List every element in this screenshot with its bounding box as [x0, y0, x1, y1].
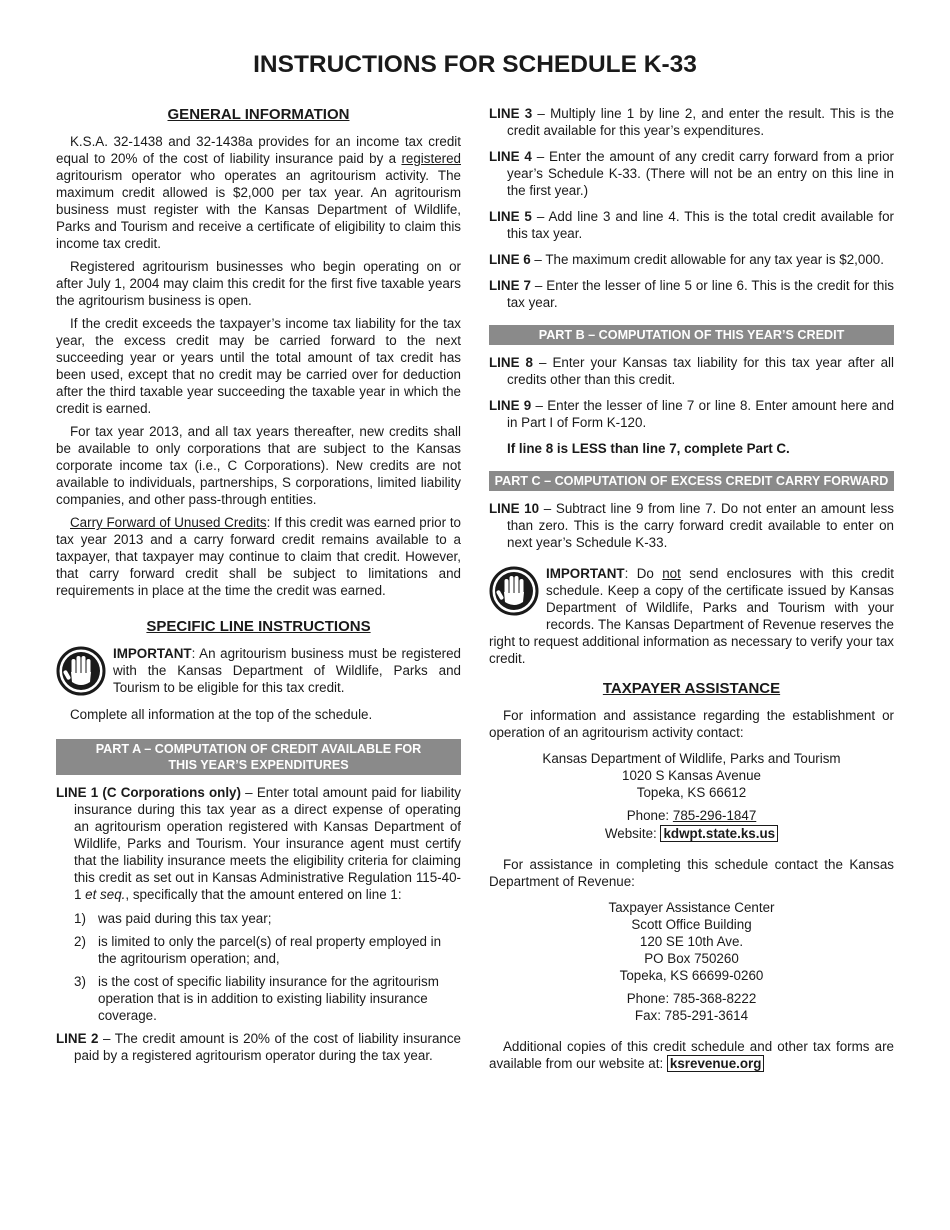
kdor-pobox: PO Box 750260 [644, 951, 739, 966]
line-5-label: LINE 5 [489, 209, 532, 224]
kdwpt-phone-number[interactable]: 785-296-1847 [672, 808, 757, 823]
line-1-italic: et seq. [85, 887, 126, 902]
general-information-heading: GENERAL INFORMATION [167, 106, 350, 123]
line-2-instruction [56, 1030, 461, 1064]
line-5-text: – Add line 3 and line 4. This is the total credit available for this tax year. [507, 209, 894, 241]
kdor-city: Topeka, KS 66699-0260 [619, 968, 764, 983]
list-item-text: is the cost of specific liability insurance for the agritourism operation that is in addition to existing liability insurance coverage. [98, 974, 439, 1023]
kdwpt-website-label: Website: [604, 826, 661, 841]
taxpayer-assistance-heading: TAXPAYER ASSISTANCE [602, 680, 781, 697]
line-7-text: – Enter the lesser of line 5 or line 6. This is the credit for this tax year. [507, 278, 894, 310]
line-1-text-end: , specifically that the amount entered on line 1: [125, 887, 402, 902]
line-10-instruction [489, 500, 894, 551]
part-a-heading-bar [56, 739, 461, 775]
general-paragraph-4: For tax year 2013, and all tax years thereafter, new credits shall be available to only corporations that are subject to the Kansas corporate income tax (i.e., C Corporations). New credits are not available to individuals, partnerships, S corporations, limited liability companies, and other pass-through entities. [56, 424, 461, 507]
important-text: : Do [624, 566, 663, 581]
line-9-instruction [489, 397, 894, 431]
line-6-instruction [489, 251, 894, 268]
important-note-registration [56, 645, 461, 698]
general-paragraph-5 [56, 514, 461, 599]
line-8-text: – Enter your Kansas tax liability for this tax year after all credits other than this credit. [507, 355, 894, 387]
specific-line-instructions-heading: SPECIFIC LINE INSTRUCTIONS [146, 618, 371, 635]
line-1-criteria-list [74, 910, 461, 1024]
line-7-label: LINE 7 [489, 278, 531, 293]
kdwpt-street: 1020 S Kansas Avenue [622, 768, 761, 783]
part-a-heading-line-1: PART A – COMPUTATION OF CREDIT AVAILABLE FOR [95, 742, 422, 756]
general-paragraph-3: If the credit exceeds the taxpayer’s income tax liability for the tax year, the excess credit may be carried forward to the next succeeding year or years until the total amount of tax credit has been used, except that no credit may be carried over for deduction after the third taxable year succeeding the taxable year in which the credit is earned. [56, 316, 461, 416]
general-paragraph-2: Registered agritourism businesses who begin operating on or after July 1, 2004 may claim this credit for the first five taxable years the agritourism business is open. [56, 259, 461, 308]
kdor-contact [489, 899, 894, 1024]
line-10-label: LINE 10 [489, 501, 540, 516]
line-2-label: LINE 2 [56, 1031, 99, 1046]
stop-hand-icon [56, 646, 106, 696]
kdwpt-phone-label: Phone: [626, 808, 673, 823]
important-underlined-not: not [662, 566, 681, 581]
part-c-condition-note: If line 8 is LESS than line 7, complete Part C. [507, 441, 790, 456]
list-item [74, 973, 461, 1024]
important-note-enclosures [489, 565, 894, 667]
line-8-instruction [489, 354, 894, 388]
line-6-text: – The maximum credit allowable for any tax year is $2,000. [530, 252, 884, 267]
right-column [489, 105, 894, 1078]
part-b-heading-bar: PART B – COMPUTATION OF THIS YEAR’S CREDIT [489, 325, 894, 345]
important-keyword: IMPORTANT [113, 646, 192, 661]
kdor-fax: Fax: 785-291-3614 [634, 1008, 749, 1023]
line-4-instruction [489, 148, 894, 199]
kdwpt-city: Topeka, KS 66612 [636, 785, 747, 800]
line-6-label: LINE 6 [489, 252, 531, 267]
list-item-number: 2) [74, 934, 86, 949]
list-item-number: 3) [74, 974, 86, 989]
ksrevenue-website-link[interactable]: ksrevenue.org [667, 1055, 765, 1072]
line-8-label: LINE 8 [489, 355, 533, 370]
kdwpt-website [489, 825, 894, 842]
important-keyword: IMPORTANT [546, 566, 625, 581]
line-5-instruction [489, 208, 894, 242]
kdwpt-website-link[interactable]: kdwpt.state.ks.us [660, 825, 778, 842]
line-3-instruction [489, 105, 894, 139]
line-10-text: – Subtract line 9 from line 7. Do not enter an amount less than zero. This is the carry forward credit available to enter on next year’s Schedule K-33. [507, 501, 895, 550]
line-1-label: LINE 1 (C Corporations only) [56, 785, 241, 800]
line-4-label: LINE 4 [489, 149, 532, 164]
part-a-heading-line-2: THIS YEAR’S EXPENDITURES [168, 758, 349, 772]
line-9-text: – Enter the lesser of line 7 or line 8. Enter amount here and in Part I of Form K-120. [507, 398, 895, 430]
general-p5-text: : If this credit was earned prior to tax year 2013 and a carry forward credit remains available to a taxpayer, that taxpayer may continue to claim that credit. However, that carry forward credit shall be subject to limitations and requirements in place at the time the credit was earned. [56, 515, 461, 598]
line-2-text: – The credit amount is 20% of the cost of liability insurance paid by a registered agritourism operator during the tax year. [74, 1031, 461, 1063]
important-text-end: send enclosures with this credit schedule. Keep a copy of the certificate issued by Kansas Department of Wildlife, Parks and Tourism with your records. The Kansas Department of Revenue reserves the right to request additional information as necessary to verify your tax credit. [489, 566, 894, 666]
kdwpt-phone [489, 807, 894, 824]
kdwpt-name: Kansas Department of Wildlife, Parks and Tourism [542, 751, 841, 766]
list-item-number: 1) [74, 911, 86, 926]
page-title: INSTRUCTIONS FOR SCHEDULE K-33 [253, 51, 697, 78]
list-item-text: is limited to only the parcel(s) of real property employed in the agritourism operation; and, [98, 934, 442, 966]
kdor-street: 120 SE 10th Ave. [639, 934, 744, 949]
list-item [74, 910, 461, 927]
general-p1-text-end: agritourism operator who operates an agritourism activity. The maximum credit allowed is $2,000 per tax year. An agritourism business must register with the Kansas Department of Wildlife, Parks and Tourism and receive a certificate of eligibility to claim this income tax credit. [56, 168, 461, 251]
list-item-text: was paid during this tax year; [98, 911, 272, 926]
list-item [74, 933, 461, 967]
stop-hand-icon [489, 566, 539, 616]
general-paragraph-1 [56, 133, 461, 252]
kdor-building: Scott Office Building [631, 917, 752, 932]
part-c-heading-bar: PART C – COMPUTATION OF EXCESS CREDIT CARRY FORWARD [489, 471, 894, 491]
complete-info-note: Complete all information at the top of the schedule. [70, 707, 373, 722]
closing-text: Additional copies of this credit schedule and other tax forms are available from our website at: [489, 1039, 894, 1071]
assistance-intro-kdwpt: For information and assistance regarding the establishment or operation of an agritourism activity contact: [489, 708, 894, 740]
carry-forward-heading: Carry Forward of Unused Credits [70, 515, 267, 530]
kdwpt-contact [489, 750, 894, 842]
assistance-closing [489, 1038, 894, 1072]
assistance-intro-kdor: For assistance in completing this schedule contact the Kansas Department of Revenue: [489, 857, 894, 889]
kdor-name: Taxpayer Assistance Center [608, 900, 775, 915]
kdor-phone: Phone: 785-368-8222 [626, 991, 757, 1006]
general-p1-underlined: registered [401, 151, 461, 166]
line-1-instruction [56, 784, 461, 903]
left-column [56, 105, 461, 1073]
line-4-text: – Enter the amount of any credit carry forward from a prior year’s Schedule K-33. (There will not be an entry on this line in the first year.) [507, 149, 894, 198]
line-7-instruction [489, 277, 894, 311]
line-3-text: – Multiply line 1 by line 2, and enter the result. This is the credit available for this year’s expenditures. [507, 106, 894, 138]
important-text: : An agritourism business must be registered with the Kansas Department of Wildlife, Parks and Tourism to be eligible for this tax credit. [113, 646, 461, 695]
line-1-text: – Enter total amount paid for liability insurance during this tax year as a direct expense of operating an agritourism operation registered with Kansas Department of Wildlife, Parks and Tourism. Your insurance agent must certify that the liability insurance meets the eligibility criteria for claiming this credit as set out in Kansas Administrative Regulation 115-40-1 [74, 785, 461, 902]
line-9-label: LINE 9 [489, 398, 532, 413]
general-p1-text: K.S.A. 32-1438 and 32-1438a provides for an income tax credit equal to 20% of the cost of liability insurance paid by a [56, 134, 461, 166]
line-3-label: LINE 3 [489, 106, 533, 121]
